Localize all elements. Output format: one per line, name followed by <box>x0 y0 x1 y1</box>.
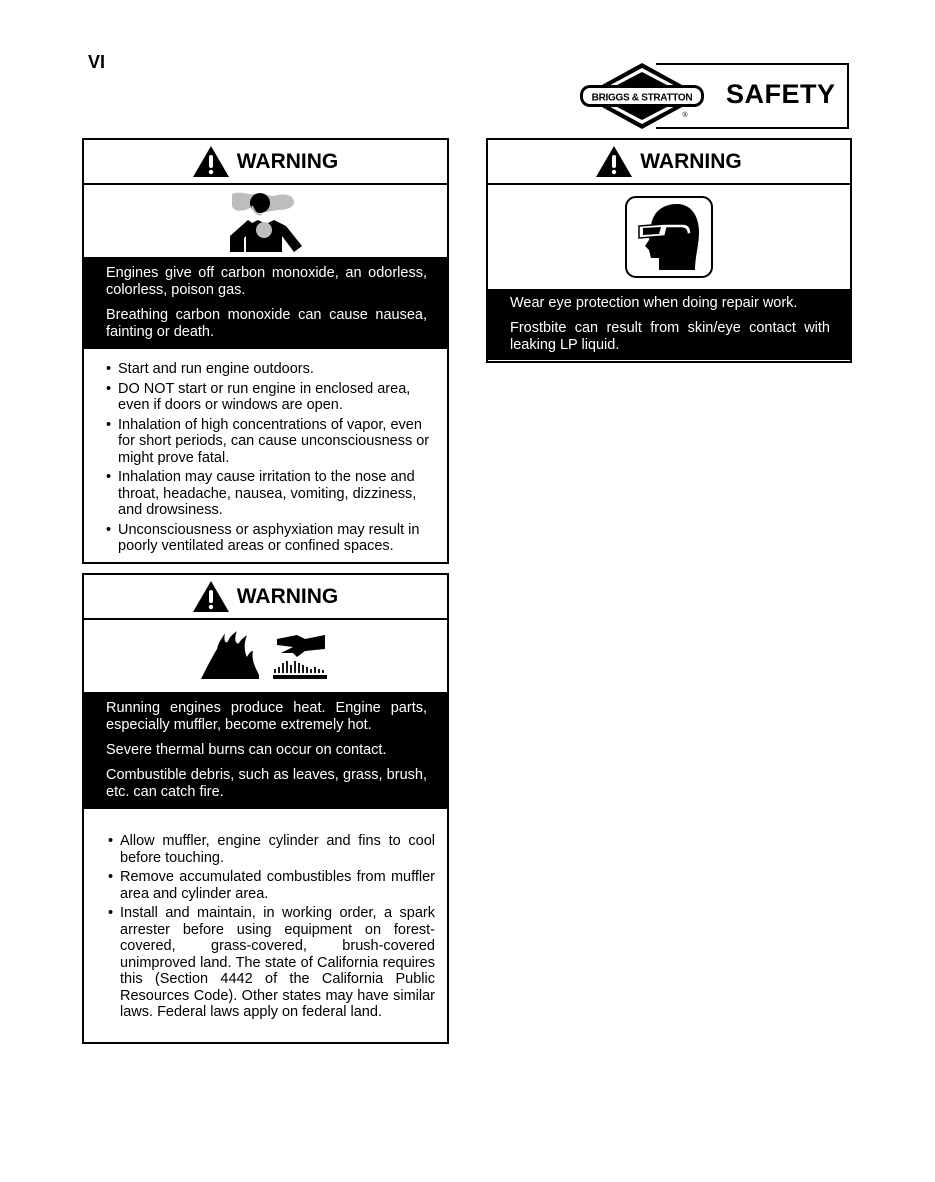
pictogram <box>84 185 447 257</box>
eye-protection-icon <box>625 196 713 278</box>
precaution-item: • DO NOT start or run engine in enclosed area, even if doors or windows are open. <box>106 381 433 414</box>
safety-header <box>578 62 851 130</box>
warning-box-heat-fire <box>82 573 449 1044</box>
precaution-item: • Inhalation may cause irritation to the nose and throat, headache, nausea, vomiting, dizziness, and drowsiness. <box>106 469 433 519</box>
section-title: SAFETY <box>726 79 836 109</box>
warning-triangle-icon <box>596 146 632 177</box>
page-number: VI <box>88 52 106 72</box>
precaution-item: • Remove accumulated combustibles from muffler area and cylinder area. <box>108 869 435 902</box>
hazard-statements <box>84 692 447 809</box>
warning-title <box>84 140 447 185</box>
warning-triangle-icon <box>193 581 229 612</box>
hazard-statement: Wear eye protection when doing repair work. <box>510 295 798 311</box>
carbon-monoxide-inhalation-icon <box>230 190 302 252</box>
svg-text:®: ® <box>682 112 688 119</box>
hazard-statement: Combustible debris, such as leaves, grass, brush, etc. can catch fire. <box>106 767 427 800</box>
hazard-statement: Breathing carbon monoxide can cause nausea, fainting or death. <box>106 307 427 340</box>
warning-title-text: WARNING <box>236 584 339 608</box>
hazard-statement: Engines give off carbon monoxide, an odorless, colorless, poison gas. <box>106 265 427 298</box>
hazard-statements <box>84 257 447 349</box>
hazard-statement: Running engines produce heat. Engine parts, especially muffler, become extremely hot. <box>106 700 427 733</box>
fire-and-hot-surface-icon <box>201 631 331 681</box>
warning-title-text: WARNING <box>640 149 742 173</box>
warning-title-text: WARNING <box>236 149 339 173</box>
pictogram <box>84 620 447 692</box>
precaution-item: • Allow muffler, engine cylinder and fins to cool before touching. <box>108 833 435 866</box>
hazard-statement: Severe thermal burns can occur on contact. <box>106 742 387 758</box>
warning-title <box>488 140 850 185</box>
warning-title <box>84 575 447 620</box>
briggs-stratton-logo-icon <box>578 62 708 130</box>
precaution-item: • Start and run engine outdoors. <box>106 361 433 378</box>
hazard-statement: Frostbite can result from skin/eye contact with leaking LP liquid. <box>510 320 830 353</box>
precaution-item: • Unconsciousness or asphyxiation may result in poorly ventilated areas or confined spaces. <box>106 522 433 555</box>
svg-text:BRIGGS & STRATTON: BRIGGS & STRATTON <box>591 92 693 104</box>
precaution-list <box>84 809 447 1021</box>
warning-box-carbon-monoxide <box>82 138 449 564</box>
warning-triangle-icon <box>193 146 229 177</box>
warning-box-eye-protection <box>486 138 852 363</box>
pictogram <box>488 185 850 289</box>
hazard-statements <box>488 289 850 360</box>
precaution-item: • Install and maintain, in working order, a spark arrester before using equipment on forest-covered, grass-covered, brush-covered unimproved land. The state of California requires this (Section 4442 of the California Public Resources Code). Other states may have similar laws. Federal laws apply on federal land. <box>108 905 435 1021</box>
precaution-list <box>84 349 447 555</box>
precaution-item: • Inhalation of high concentrations of vapor, even for short periods, can cause unconsciousness or might prove fatal. <box>106 417 433 467</box>
